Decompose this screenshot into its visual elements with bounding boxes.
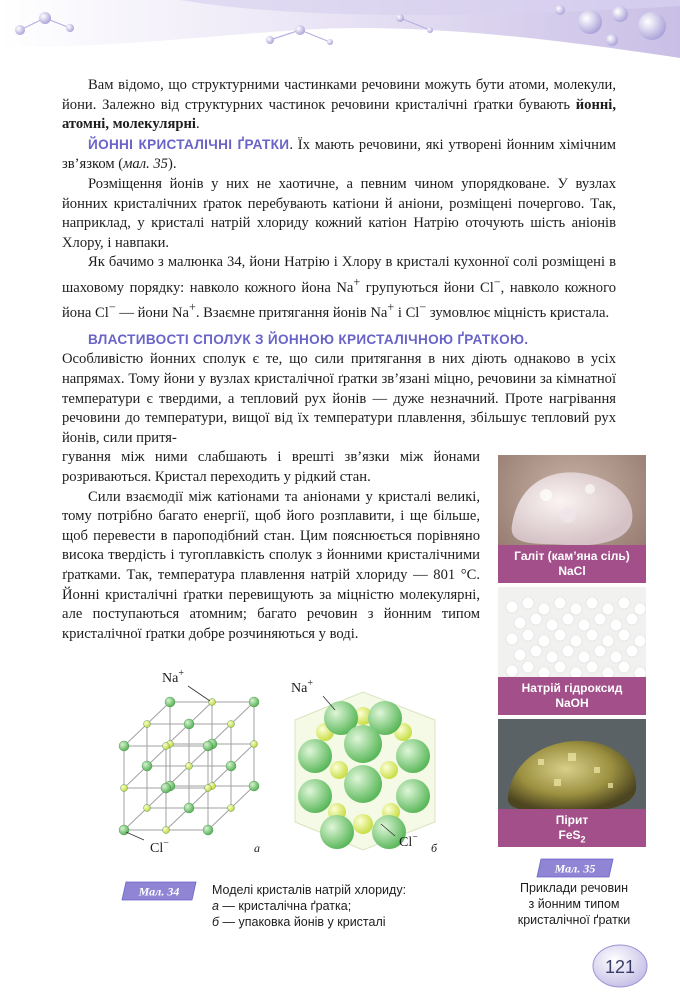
figure-34-caption: Моделі кристалів натрій хлориду: а — кристалічна ґратка; б — упаковка йонів у кристалі [212, 883, 407, 929]
heading-properties: ВЛАСТИВОСТІ СПОЛУК З ЙОННОЮ КРИСТАЛІЧНОЮ ҐРАТКОЮ. [88, 331, 529, 347]
na-label-b: Na+ [291, 678, 313, 696]
caption-naoh: Натрій гідроксид NaOH [498, 677, 646, 715]
paragraph-ionic-lattices: ЙОННІ КРИСТАЛІЧНІ ҐРАТКИ. Їх мають речовини, які утворені йонним хімічним зв’язком (мал. 35). [62, 136, 616, 173]
letter-a: а [254, 841, 260, 855]
figure-34-label [120, 881, 198, 901]
na-label: Na+ [162, 668, 184, 686]
svg-text:121: 121 [604, 957, 636, 977]
heading-ionic-lattices: ЙОННІ КРИСТАЛІЧНІ ҐРАТКИ [88, 136, 290, 152]
letter-b: б [431, 841, 438, 855]
ion-packing-diagram [285, 672, 455, 870]
cl-label: Cl− [150, 838, 169, 856]
paragraph-figure-34: Як бачимо з малюнка 34, йони Натрію і Хлору в кристалі кухонної солі розміщені в шаховому порядку: навколо кожного йона Na+ групуються йони Cl−, навколо кожного йона Cl− — йони Na+. Взаємне притягання йонів Na+ і Cl− зумовлює міцність кристала. [62, 254, 616, 322]
molecule-decoration-icon [0, 0, 680, 70]
svg-text:Мал. 35: Мал. 35 [554, 861, 596, 876]
photo-naoh [498, 587, 646, 715]
cl-label-b: Cl− [399, 832, 418, 850]
photo-halite [498, 455, 646, 583]
figure-35-label [535, 858, 615, 878]
caption-halite: Галіт (кам’яна сіль) NaCl [498, 545, 646, 583]
paragraph-intro: Вам відомо, що структурними частинками речовини можуть бути атоми, молекули, йони. Залежно від структурних частинок речовини кристалічні ґратки бувають йонні, атомні, молекулярні. [62, 77, 616, 133]
photo-pyrite [498, 719, 646, 847]
paragraph-arrangement: Розміщення йонів у них не хаотичне, а певним чином упорядковане. У вузлах йонних кристалічних ґраток перебувають катіони й аніони, розміщені почергово. Так, наприклад, у кристалі натрій хлориду кожний катіон Натрію оточують шість аніонів Хлору, і навпаки. [62, 175, 616, 251]
paragraph-interaction: Сили взаємодії між катіонами та аніонами у кристалі великі, тому потрібно багато енергії, щоб його розплавити, і ще більше, щоб перевести в пароподібний стан. Цим пояснюється порівняно висока твердість і тугоплавкість сполук з йонними кристалічними ґратками. Так, температура плавлення натрій хлориду — 801 °С. Йонні кристалічні ґратки перевищують за міцністю молекулярні, але поступаються атомним; багато речовин з йонним типом кристалічної ґратки добре розчиняються у воді. [62, 488, 480, 642]
svg-text:Мал. 34: Мал. 34 [138, 884, 180, 899]
paragraph-properties-cont: гування між ними слабшають і врешті зв’язки між йонами розриваються. Кристал переходить у рідкий стан. [62, 449, 480, 485]
top-decoration [0, 0, 680, 70]
paragraph-properties: Особливістю йонних сполук є те, що сили притягання в них діють однаково в усіх напрямах. Тому йони у вузлах кристалічної ґратки зв’язані міцно, речовини за кімнатної температури є твердими, а тепловий рух йонів — дуже незначний. Проте нагрівання речовини до температури, вищої від їх температури плавлення, збільшує тепловий рух йонів, сили притя- [62, 351, 616, 446]
page-number [592, 944, 648, 988]
photo-column [498, 455, 646, 851]
crystal-lattice-diagram [110, 660, 290, 870]
figure-35-caption: Приклади речовин з йонним типом кристалічної ґратки [517, 881, 631, 927]
caption-pyrite: Пірит FeS$_2$ [498, 809, 646, 847]
